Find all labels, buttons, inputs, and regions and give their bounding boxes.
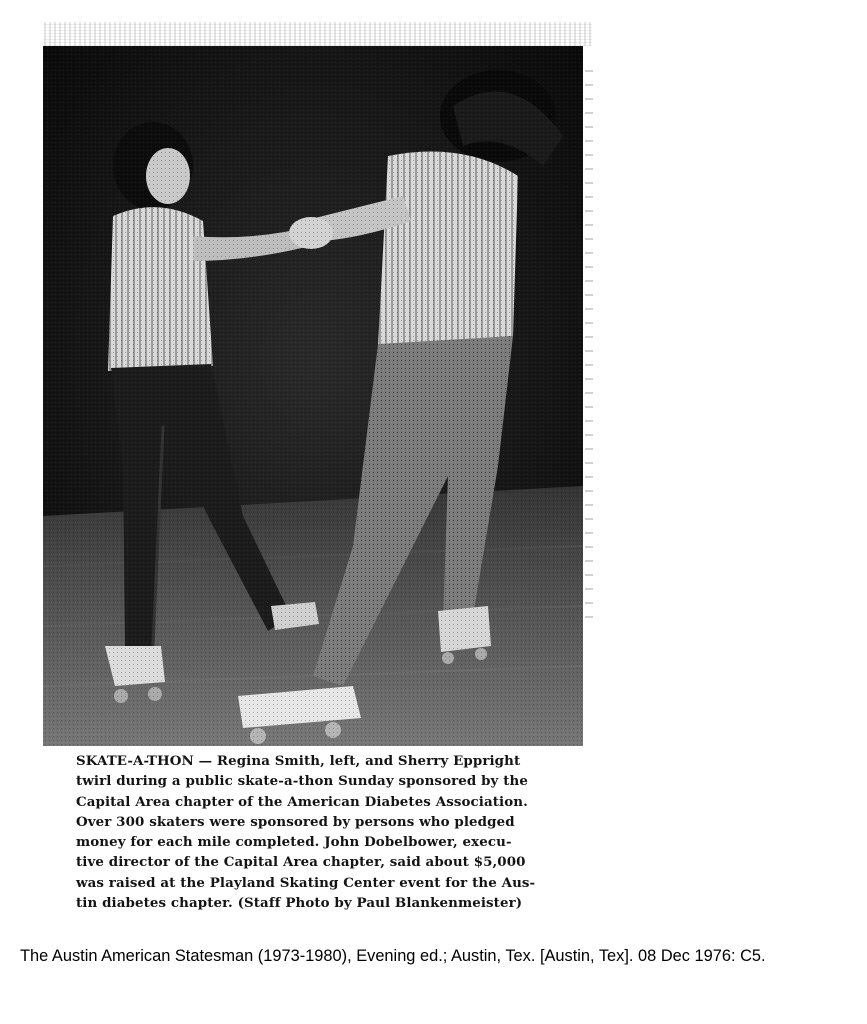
scan-noise-strip (44, 22, 592, 46)
source-citation: The Austin American Statesman (1973-1980), Evening ed.; Austin, Tex. [Austin, Tex]. 08 Dec 1976: C5. (20, 947, 766, 965)
caption-line: SKATE-A-THON — Regina Smith, left, and Sherry Eppright (76, 753, 521, 769)
caption-line: tive director of the Capital Area chapter, said about $5,000 (76, 854, 526, 871)
caption-line: Over 300 skaters were sponsored by persons who pledged (76, 813, 515, 830)
caption-line: tin diabetes chapter. (Staff Photo by Paul Blankenmeister) (76, 895, 523, 912)
caption-line: money for each mile completed. John Dobelbower, execu- (76, 834, 512, 851)
caption-line: was raised at the Playland Skating Center event for the Aus- (76, 874, 536, 891)
caption-line: twirl during a public skate-a-thon Sunday sponsored by the (76, 773, 528, 790)
news-photo (43, 46, 583, 746)
photo-caption (76, 751, 576, 913)
caption-line: Capital Area chapter of the American Diabetes Association. (76, 793, 528, 810)
newspaper-clipping (40, 18, 595, 928)
scan-edge-marks (585, 58, 593, 618)
skaters-illustration (43, 46, 583, 746)
